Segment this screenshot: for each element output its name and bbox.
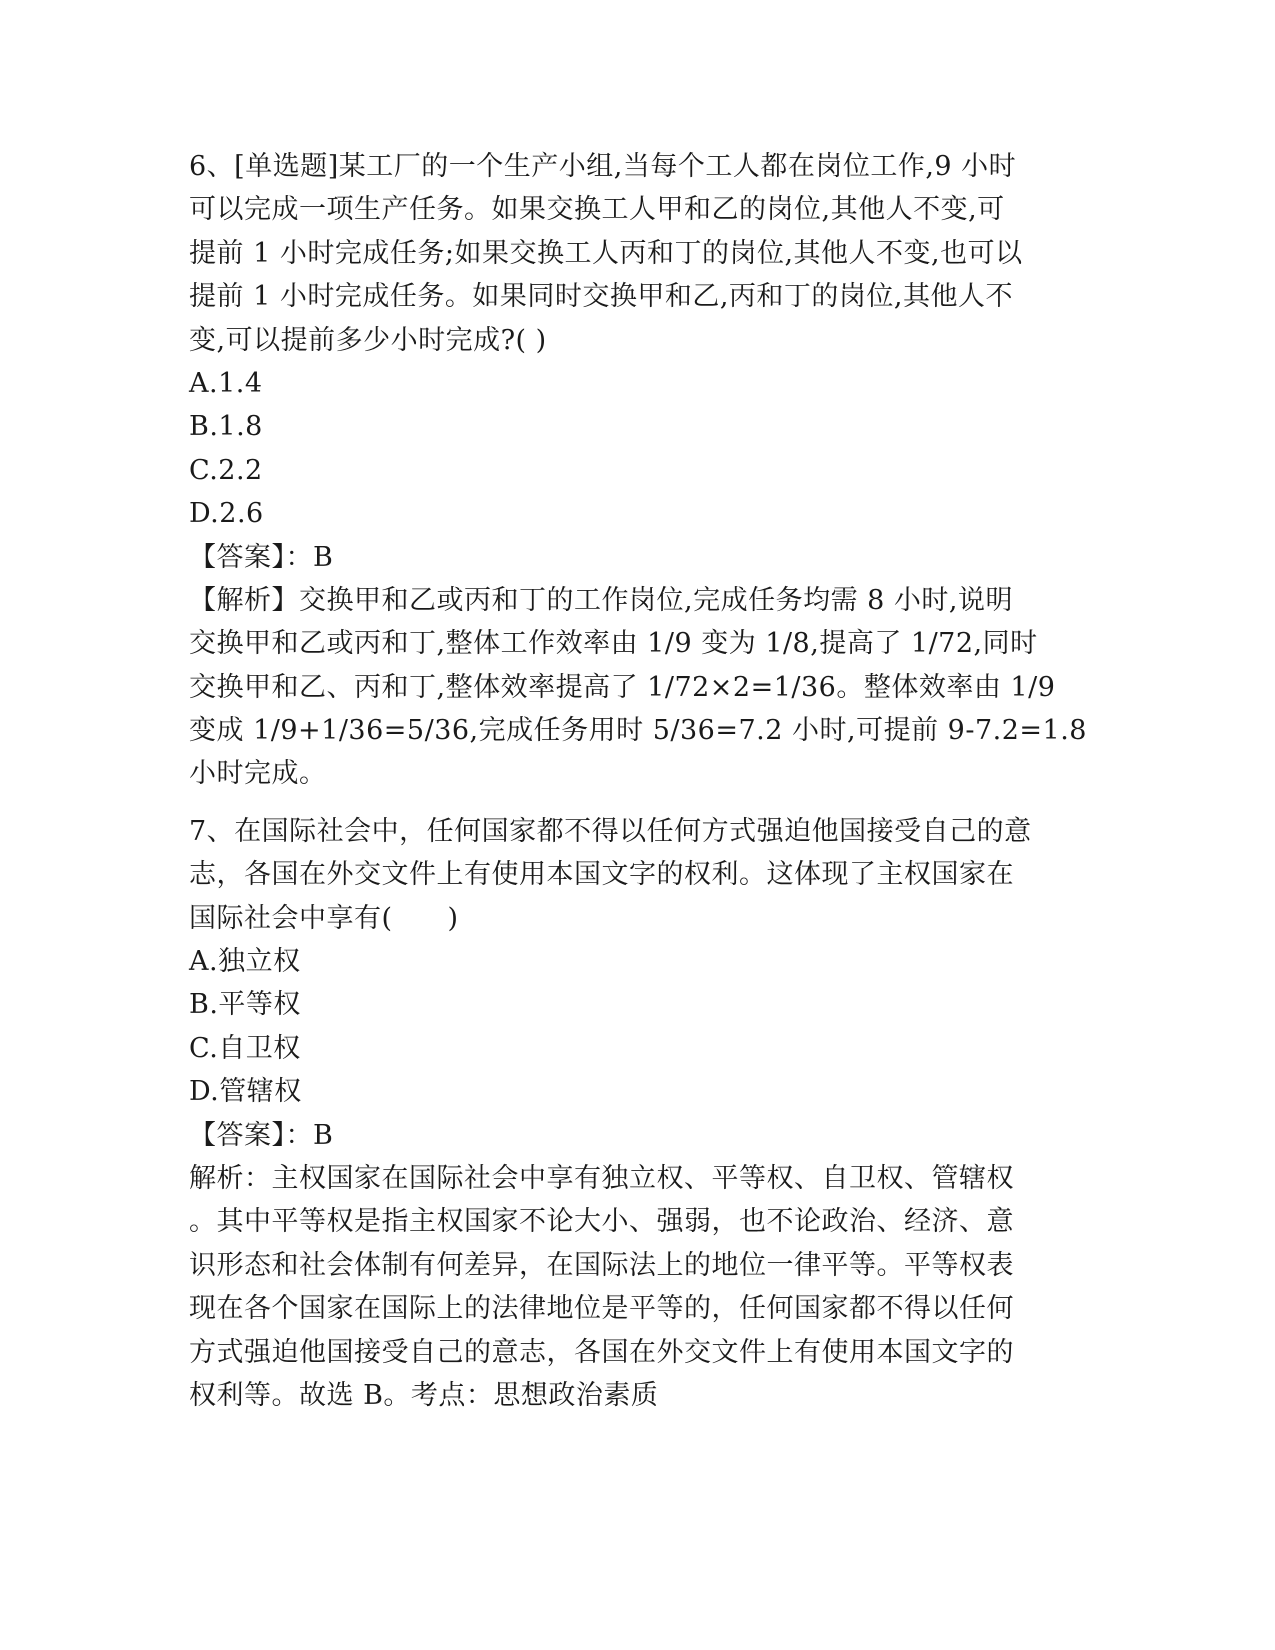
question-stem-line: 提前 1 小时完成任务。如果同时交换甲和乙,丙和丁的岗位,其他人不 [189,281,1014,313]
answer-line: 【答案】：B [189,1119,334,1151]
question-stem-line: 志，各国在外交文件上有使用本国文字的权利。这体现了主权国家在 [189,859,1014,891]
option-b: B.平等权 [189,989,301,1021]
question-stem-line: 国际社会中享有( ) [189,902,459,934]
option-a: A.1.4 [189,367,263,399]
question-stem-line: 7、在国际社会中，任何国家都不得以任何方式强迫他国接受自己的意 [189,815,1032,847]
explanation-line: 解析：主权国家在国际社会中享有独立权、平等权、自卫权、管辖权 [189,1162,1014,1194]
explanation-line: 【解析】交换甲和乙或丙和丁的工作岗位,完成任务均需 8 小时,说明 [189,584,1014,616]
option-c: C.2.2 [189,454,263,486]
explanation-line: 权利等。故选 B。考点：思想政治素质 [189,1379,659,1411]
explanation-line: 交换甲和乙或丙和丁,整体工作效率由 1/9 变为 1/8,提高了 1/72,同时 [189,628,1038,660]
question-stem-line: 变,可以提前多少小时完成?( ) [189,324,547,356]
explanation-line: 小时完成。 [189,758,327,790]
option-d: D.2.6 [189,498,264,530]
explanation-line: 方式强迫他国接受自己的意志，各国在外交文件上有使用本国文字的 [189,1336,1014,1368]
explanation-line: 交换甲和乙、丙和丁,整体效率提高了 1/72×2=1/36。整体效率由 1/9 [189,671,1056,703]
question-stem-line: 6、[单选题]某工厂的一个生产小组,当每个工人都在岗位工作,9 小时 [189,151,1017,182]
option-b: B.1.8 [189,411,263,443]
explanation-line: 。其中平等权是指主权国家不论大小、强弱，也不论政治、经济、意 [189,1206,1014,1238]
explanation-line: 识形态和社会体制有何差异，在国际法上的地位一律平等。平等权表 [189,1249,1014,1281]
question-stem-line: 提前 1 小时完成任务;如果交换工人丙和丁的岗位,其他人不变,也可以 [189,237,1023,269]
option-d: D.管辖权 [189,1076,302,1108]
option-c: C.自卫权 [189,1032,301,1064]
answer-line: 【答案】：B [189,541,334,573]
question-stem-line: 可以完成一项生产任务。如果交换工人甲和乙的岗位,其他人不变,可 [189,194,1005,226]
question-6 [189,145,1089,796]
explanation-line: 现在各个国家在国际上的法律地位是平等的，任何国家都不得以任何 [189,1293,1014,1325]
question-7 [189,810,1089,1417]
document-page [189,145,1089,1417]
option-a: A.独立权 [189,946,301,978]
explanation-line: 变成 1/9+1/36=5/36,完成任务用时 5/36=7.2 小时,可提前 9-7.2=1.8 [189,715,1087,747]
